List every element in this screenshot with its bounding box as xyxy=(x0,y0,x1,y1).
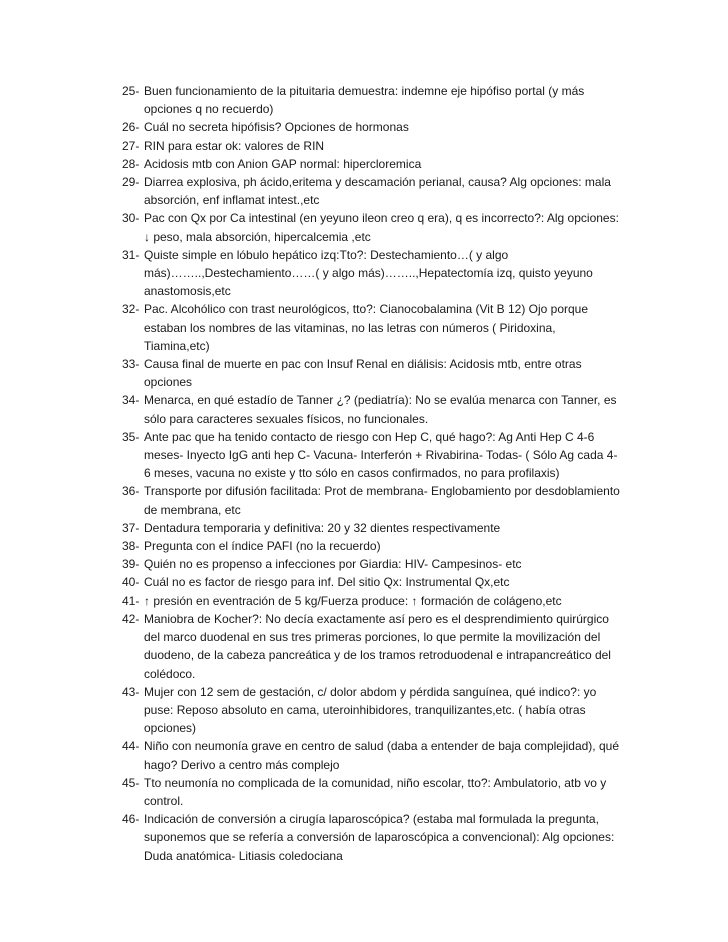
item-number: 31- xyxy=(122,247,140,262)
item-text: Niño con neumonía grave en centro de salud (daba a entender de baja complejidad), qué hago? Derivo a centro más complejo xyxy=(144,739,619,772)
item-number: 43- xyxy=(122,684,140,699)
list-item xyxy=(122,683,622,738)
item-number: 35- xyxy=(122,429,140,444)
item-text: Cuál no secreta hipófisis? Opciones de hormonas xyxy=(144,120,409,135)
list-item xyxy=(122,519,622,537)
list-item xyxy=(122,573,622,591)
item-number: 46- xyxy=(122,812,140,827)
item-text: Pac con Qx por Ca intestinal (en yeyuno ileon creo q era), q es incorrecto?: Alg opciones: ↓ peso, mala absorción, hipercalcemia ,etc xyxy=(144,211,619,244)
item-number: 41- xyxy=(122,593,140,608)
item-number: 38- xyxy=(122,539,140,554)
list-item xyxy=(122,118,622,136)
item-text: Ante pac que ha tenido contacto de riesgo con Hep C, qué hago?: Ag Anti Hep C 4-6 meses- Inyecto IgG anti hep C- Vacuna- Interferón + Rivabirina- Todas- ( Sólo Ag cada 4-6 meses, vacuna no existe y tto sólo en casos confirmados, no para profilaxis) xyxy=(144,429,618,481)
list-item xyxy=(122,774,622,810)
item-number: 27- xyxy=(122,138,140,153)
item-number: 42- xyxy=(122,611,140,626)
list-item xyxy=(122,173,622,209)
list-item xyxy=(122,246,622,301)
item-text: Buen funcionamiento de la pituitaria demuestra: indemne eje hipófiso portal (y más opciones q no recuerdo) xyxy=(144,84,585,117)
item-text: Dentadura temporaria y definitiva: 20 y 32 dientes respectivamente xyxy=(144,520,501,535)
item-number: 32- xyxy=(122,302,140,317)
item-text: Mujer con 12 sem de gestación, c/ dolor abdom y pérdida sanguínea, qué indico?: yo puse: Reposo absoluto en cama, uteroinhibidores, tranquilizantes,etc. ( había otras opciones) xyxy=(144,684,597,736)
item-text: Causa final de muerte en pac con Insuf Renal en diálisis: Acidosis mtb, entre otras opciones xyxy=(144,357,582,390)
item-text: Tto neumonía no complicada de la comunidad, niño escolar, tto?: Ambulatorio, atb vo y control. xyxy=(144,775,607,808)
item-text: Acidosis mtb con Anion GAP normal: hiperclоremica xyxy=(144,156,422,171)
item-number: 37- xyxy=(122,520,140,535)
item-number: 40- xyxy=(122,575,140,590)
list-item xyxy=(122,82,622,118)
item-text: Cuál no es factor de riesgo para inf. Del sitio Qx: Instrumental Qx,etc xyxy=(144,575,510,590)
item-text: Menarca, en qué estadío de Tanner ¿? (pediatría): No se evalúa menarca con Tanner, es sólo para caracteres sexuales físicos, no funcionales. xyxy=(144,393,617,426)
list-item xyxy=(122,391,622,427)
item-number: 39- xyxy=(122,557,140,572)
list-item xyxy=(122,209,622,245)
list-item xyxy=(122,610,622,683)
item-number: 34- xyxy=(122,393,140,408)
question-list xyxy=(122,82,622,865)
list-item xyxy=(122,737,622,773)
list-item xyxy=(122,300,622,355)
item-text: Diarrea explosiva, ph ácido,eritema y descamación perianal, causa? Alg opciones: mala absorción, enf inflamat intest.,etc xyxy=(144,175,611,208)
item-text: Maniobra de Kocher?: No decía exactamente así pero es el desprendimiento quirúrgico del marco duodenal en sus tres primeras porciones, lo que permite la movilización del duodeno, de la cabeza pancreática y de los tramos retroduodenal e intrapancreático del colédoco. xyxy=(144,611,611,681)
item-text: RIN para estar ok: valores de RIN xyxy=(144,138,325,153)
item-text: Transporte por difusión facilitada: Prot de membrana- Englobamiento por desdoblamiento de membrana, etc xyxy=(144,484,620,517)
item-number: 28- xyxy=(122,156,140,171)
item-text: Indicación de conversión a cirugía laparoscópica? (estaba mal formulada la pregunta, suponemos que se refería a conversión de laparoscópica a convencional): Alg opciones: Duda anatómica- Litiasis coledociana xyxy=(144,812,615,863)
list-item xyxy=(122,428,622,483)
item-number: 45- xyxy=(122,775,140,790)
item-number: 26- xyxy=(122,120,140,135)
list-item xyxy=(122,355,622,391)
list-item xyxy=(122,482,622,518)
list-item xyxy=(122,810,622,865)
list-item xyxy=(122,592,622,610)
list-item xyxy=(122,555,622,573)
item-text: Pregunta con el índice PAFI (no la recuerdo) xyxy=(144,539,381,554)
item-number: 30- xyxy=(122,211,140,226)
item-text: ↑ presión en eventración de 5 kg/Fuerza produce: ↑ formación de colágeno,etc xyxy=(144,593,562,608)
item-number: 29- xyxy=(122,175,140,190)
item-number: 25- xyxy=(122,84,140,98)
list-item xyxy=(122,537,622,555)
item-number: 44- xyxy=(122,739,140,754)
item-text: Quiste simple en lóbulo hepático izq:Tto?: Destechamiento…( y algo más)……..,Destechamiento……( y algo más)……..,Hepatectomía izq, quisto yeyuno anastomosis,etc xyxy=(144,247,593,299)
list-item xyxy=(122,137,622,155)
item-text: Quién no es propenso a infecciones por Giardia: HIV- Campesinos- etc xyxy=(144,557,522,572)
list-item xyxy=(122,155,622,173)
item-text: Pac. Alcohólico con trast neurológicos, tto?: Cianocobalamina (Vit B 12) Ojo porque estaban los nombres de las vitaminas, no las letras con números ( Piridoxina, Tiamina,etc) xyxy=(144,302,589,353)
item-number: 33- xyxy=(122,357,140,372)
item-number: 36- xyxy=(122,484,140,499)
